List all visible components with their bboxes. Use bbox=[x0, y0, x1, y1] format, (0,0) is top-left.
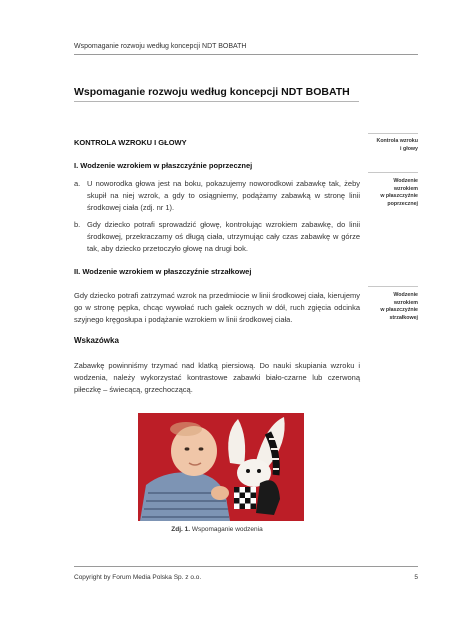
checker-square bbox=[251, 504, 257, 510]
side-note-line: Wodzenie bbox=[393, 292, 418, 298]
photo-caption bbox=[74, 526, 360, 533]
side-note-2 bbox=[364, 178, 418, 208]
checker-square bbox=[234, 487, 240, 493]
side-note-line: w płaszczyźnie bbox=[380, 307, 418, 313]
header-rule bbox=[74, 54, 418, 55]
body-paragraph: Gdy dziecko potrafi zatrzymać wzrok na przedmiocie w linii środkowej ciała, kierujemy go w stronę pępka, chcąc wywołać ruch gałek ocznych w dół, ruch zgięcia odcinka szyjnego kręgosłupa i podążanie wzrokiem w linii środkowej ciała. bbox=[74, 291, 360, 324]
side-note-line: wzrokiem bbox=[393, 185, 418, 192]
baby-hair bbox=[170, 422, 202, 436]
baby-eye bbox=[199, 447, 204, 450]
side-note-rule bbox=[368, 133, 418, 134]
side-note-1 bbox=[364, 138, 418, 153]
side-note-line: Kontrola wzroku bbox=[376, 138, 418, 144]
list-item-text: U noworodka głowa jest na boku, pokazujemy noworodkowi zabawkę tak, żeby skupił na niej wzrok, a gdy to osiągniemy, podążamy zabawką w stronę linii środkowej ciała (zdj. nr 1). bbox=[87, 179, 360, 212]
checker-square bbox=[245, 498, 251, 504]
section-heading: KONTROLA WZROKU I GŁOWY bbox=[74, 138, 187, 147]
baby-hand bbox=[211, 486, 229, 500]
list-marker: a. bbox=[74, 179, 81, 188]
document-title: Wspomaganie rozwoju według koncepcji NDT BOBATH bbox=[74, 86, 350, 98]
toy-eye bbox=[257, 469, 261, 473]
checker-square bbox=[240, 493, 246, 499]
photo-baby-with-toy bbox=[138, 413, 304, 521]
running-header: Wspomaganie rozwoju według koncepcji NDT BOBATH bbox=[74, 43, 247, 50]
baby-eye bbox=[185, 447, 190, 450]
hint-paragraph: Zabawkę powinniśmy trzymać nad klatką piersiową. Do nauki skupiania wzroku i wodzenia, należy wykorzystać kontrastowe zabawki biało-czarne lub czerwoną piłeczkę – świecącą, grzechoczącą. bbox=[74, 361, 360, 394]
caption-text: Wspomaganie wodzenia bbox=[191, 526, 263, 533]
photo-illustration bbox=[138, 413, 304, 521]
side-note-line: Wodzenie bbox=[393, 178, 418, 184]
footer-rule bbox=[74, 566, 418, 567]
side-note-line: strzałkowej bbox=[389, 314, 418, 321]
page-number: 5 bbox=[414, 574, 418, 581]
side-note-rule bbox=[368, 286, 418, 287]
subsection-heading-2: II. Wodzenie wzrokiem w płaszczyźnie strzałkowej bbox=[74, 267, 252, 276]
checker-square bbox=[251, 493, 257, 499]
caption-label: Zdj. 1. bbox=[171, 526, 191, 533]
list-item-text: Gdy dziecko potrafi sprowadzić głowę, kontrolując wzrokiem zabawkę, do linii środkowej, przekraczamy oś długą ciała, utrzymując cały czas zabawkę w górze tak, aby dziecko przetoczyło głowę na drugi bok. bbox=[87, 220, 360, 253]
checker-square bbox=[245, 487, 251, 493]
title-rule bbox=[74, 101, 359, 102]
side-note-3 bbox=[364, 292, 418, 322]
checker-square bbox=[234, 498, 240, 504]
side-note-line: wzrokiem bbox=[393, 299, 418, 306]
side-note-rule bbox=[368, 172, 418, 173]
checker-square bbox=[240, 504, 246, 510]
side-note-line: w płaszczyźnie bbox=[380, 193, 418, 199]
subsection-heading-1: I. Wodzenie wzrokiem w płaszczyźnie poprzecznej bbox=[74, 161, 253, 170]
footer-copyright: Copyright by Forum Media Polska Sp. z o.o. bbox=[74, 574, 202, 581]
list-marker: b. bbox=[74, 220, 81, 229]
hint-heading: Wskazówka bbox=[74, 336, 119, 345]
side-note-line: poprzecznej bbox=[387, 200, 418, 207]
toy-eye bbox=[246, 469, 250, 473]
side-note-line: i głowy bbox=[400, 145, 418, 152]
